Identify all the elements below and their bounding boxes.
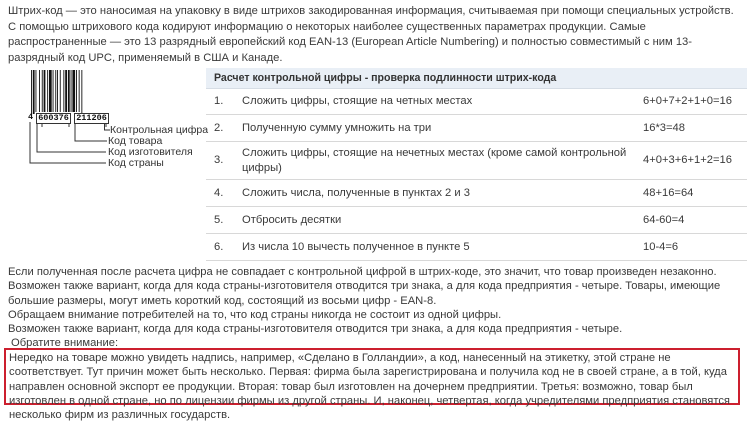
ean13-barcode-figure [0, 68, 209, 178]
callout-country-code: Код страны [108, 157, 164, 169]
note-paragraph: Возможен также вариант, когда для кода страны-изготовителя отводится три знака, а для кода предприятия - четыре. Товары, имеющие большие размеры, могут иметь короткий код, состоящий из восьми цифр - EAN-8. [8, 280, 721, 307]
note-paragraph: Обращаем внимание потребителей на то, что код страны никогда не состоит из одной цифры. [8, 308, 502, 321]
row-number: 6. [206, 234, 241, 261]
row-result: 48+16=64 [641, 180, 747, 207]
row-number: 5. [206, 207, 241, 234]
barcode-digits-group1: 600376 [36, 113, 71, 124]
callout-manufacturer-code: Код изготовителя [108, 146, 193, 158]
table-row [206, 207, 747, 234]
highlighted-note-box [4, 348, 740, 422]
row-step: Сложить числа, полученные в пунктах 2 и 3 [241, 180, 641, 207]
note-attention-label: Обратите внимание: [11, 337, 119, 350]
row-step: Отбросить десятки [241, 207, 641, 234]
table-row [206, 180, 747, 207]
row-step: Сложить цифры, стоящие на нечетных местах (кроме самой контрольной цифры) [241, 142, 641, 180]
callout-check-digit: Контрольная цифра [110, 124, 209, 136]
note-paragraph: Если полученная после расчета цифра не совпадает с контрольной цифрой в штрих-коде, это значит, что товар произведен незаконно. [8, 266, 717, 278]
row-result: 6+0+7+2+1+0=16 [641, 89, 747, 115]
callout-product-code: Код товара [108, 135, 163, 147]
highlighted-note-text: Нередко на товаре можно увидеть надпись, например, «Сделано в Голландии», а код, нанесенный на этикетку, этой стране не соответствует. Тут причин может быть несколько. Первая: фирма была зарегистрирована и получила код не в своей стране, а в той, куда направлен основной экспорт ее продукции. Вторая: товар был изготовлен на дочернем предприятии. Третья: возможно, товар был изготовлен в одной стране, но по лицензии фирмы из другой страны. И, наконец, четвертая, когда учредителями предприятия становятся несколько фирм из различных государств. [9, 352, 730, 422]
row-number: 3. [206, 142, 241, 180]
barcode-callout-lines [0, 68, 205, 178]
row-step: Из числа 10 вычесть полученное в пункте 5 [241, 234, 641, 261]
row-number: 1. [206, 89, 241, 115]
barcode-lead-digit: 4 [28, 112, 34, 122]
row-result: 4+0+3+6+1+2=16 [641, 142, 747, 180]
table-row [206, 115, 747, 142]
row-step: Полученную сумму умножить на три [241, 115, 641, 142]
barcode-digits-group2: 211206 [74, 113, 109, 124]
row-number: 4. [206, 180, 241, 207]
notes-section [8, 265, 743, 351]
table-row [206, 142, 747, 180]
note-paragraph: Возможен также вариант, когда для кода страны-изготовителя отводится три знака, а для кода предприятия - четыре. [8, 323, 623, 336]
table-header: Расчет контрольной цифры - проверка подлинности штрих-кода [206, 68, 747, 89]
table-row [206, 89, 747, 115]
row-result: 64-60=4 [641, 207, 747, 234]
row-number: 2. [206, 115, 241, 142]
intro-paragraph: Штрих-код — это наносимая на упаковку в виде штрихов закодированная информация, считываемая при помощи специальных устройств. С помощью штрихового кода кодируют информацию о некоторых наиболее существенных параметрах продукции. Самые распространенные — это 13 разрядный европейский код EAN-13 (European Article Numbering) и полностью совместимый с ним 13-разрядный код UPC, применяемый в США и Канаде. [8, 5, 734, 64]
table-row [206, 234, 747, 261]
check-digit-table [206, 68, 747, 261]
row-result: 10-4=6 [641, 234, 747, 261]
row-step: Сложить цифры, стоящие на четных местах [241, 89, 641, 115]
row-result: 16*3=48 [641, 115, 747, 142]
